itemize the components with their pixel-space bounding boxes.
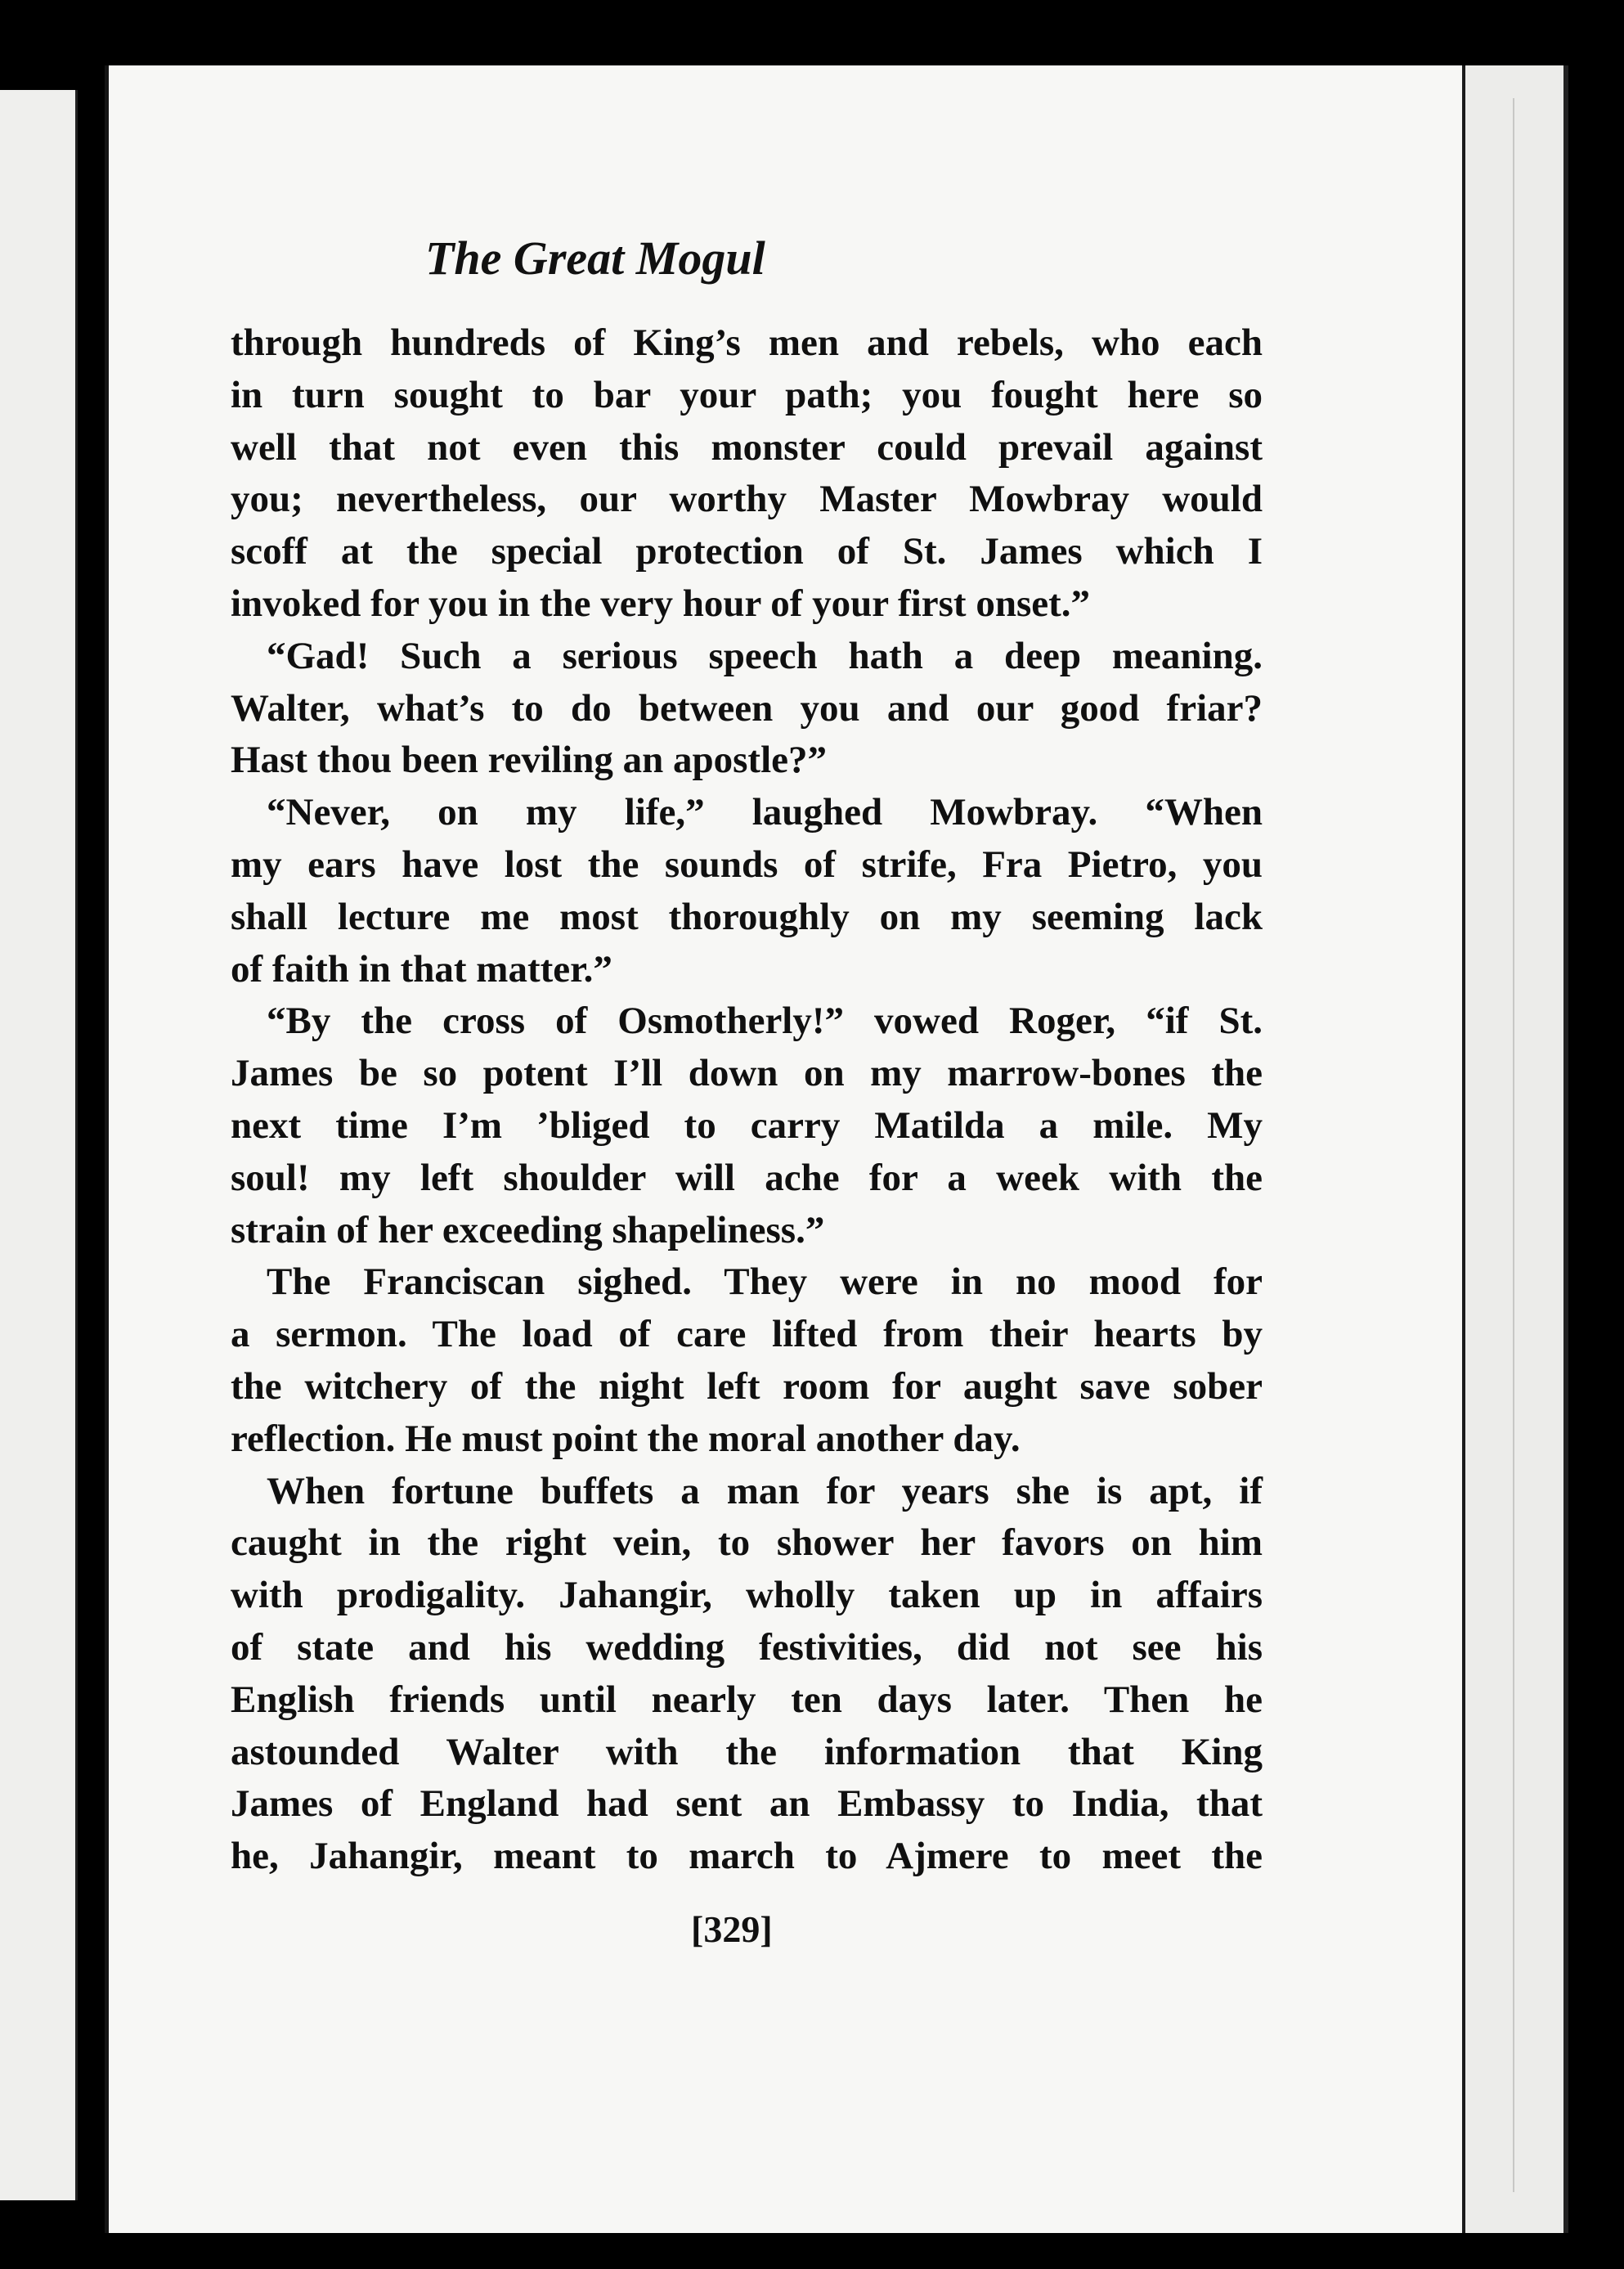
- paragraph: [231, 1466, 1263, 1831]
- running-head: The Great Mogul: [425, 231, 765, 285]
- line: caught in the right vein, to shower her favors on him: [231, 1521, 1263, 1565]
- line: scoff at the special protection of St. James which I: [231, 530, 1263, 573]
- line: strain of her exceeding shapeliness.”: [231, 1208, 825, 1251]
- line: in turn sought to bar your path; you fought here so: [231, 373, 1263, 416]
- paragraph: [231, 317, 1263, 578]
- line: shall lecture me most thoroughly on my seeming lack: [231, 895, 1263, 938]
- line: a sermon. The load of care lifted from their hearts by: [231, 1313, 1263, 1356]
- paragraph-end: [231, 944, 1263, 996]
- line: of faith in that matter.”: [231, 947, 612, 991]
- page-fore-edge: [1462, 65, 1568, 2233]
- paragraph-end: [231, 735, 1263, 787]
- line: soul! my left shoulder will ache for a week with the: [231, 1156, 1263, 1199]
- line: the witchery of the night left room for aught save sober: [231, 1364, 1263, 1408]
- line: “Never, on my life,” laughed Mowbray. “When: [267, 791, 1263, 834]
- paragraph: [231, 1256, 1263, 1413]
- line: next time I’m ’bliged to carry Matilda a mile. My: [231, 1103, 1263, 1147]
- line: of state and his wedding festivities, did not see his: [231, 1625, 1263, 1669]
- line: he, Jahangir, meant to march to Ajmere to meet the: [231, 1835, 1263, 1878]
- line: When fortune buffets a man for years she is apt, if: [267, 1469, 1263, 1512]
- line: The Franciscan sighed. They were in no mood for: [267, 1260, 1263, 1304]
- line: through hundreds of King’s men and rebels, who each: [231, 321, 1263, 364]
- line: astounded Walter with the information that King: [231, 1730, 1263, 1773]
- paragraph: [231, 631, 1263, 735]
- paragraph: [231, 995, 1263, 1204]
- paragraph-end: [231, 1413, 1263, 1466]
- line: “By the cross of Osmotherly!” vowed Roger, “if St.: [267, 1000, 1263, 1043]
- facing-page-edge: [0, 90, 78, 2200]
- line: “Gad! Such a serious speech hath a deep meaning.: [267, 634, 1263, 677]
- body-text: [231, 317, 1263, 1883]
- paragraph: [231, 787, 1263, 943]
- line: Walter, what’s to do between you and our good friar?: [231, 686, 1263, 730]
- paragraph-end: [231, 578, 1263, 631]
- line: you; nevertheless, our worthy Master Mowbray would: [231, 478, 1263, 521]
- fore-edge-line: [1513, 98, 1514, 2192]
- paragraph-end: [231, 1205, 1263, 1257]
- line: my ears have lost the sounds of strife, Fra Pietro, you: [231, 842, 1263, 886]
- paragraph-continues: [231, 1831, 1263, 1883]
- line: English friends until nearly ten days later. Then he: [231, 1678, 1263, 1721]
- line: invoked for you in the very hour of your first onset.”: [231, 582, 1091, 625]
- line: with prodigality. Jahangir, wholly taken up in affairs: [231, 1574, 1263, 1617]
- line: reflection. He must point the moral another day.: [231, 1417, 1021, 1460]
- line: James be so potent I’ll down on my marrow-bones the: [231, 1052, 1263, 1095]
- line: James of England had sent an Embassy to India, that: [231, 1782, 1263, 1826]
- page-number: [329]: [691, 1908, 773, 1950]
- line: well that not even this monster could prevail against: [231, 425, 1263, 469]
- line: Hast thou been reviling an apostle?”: [231, 739, 828, 782]
